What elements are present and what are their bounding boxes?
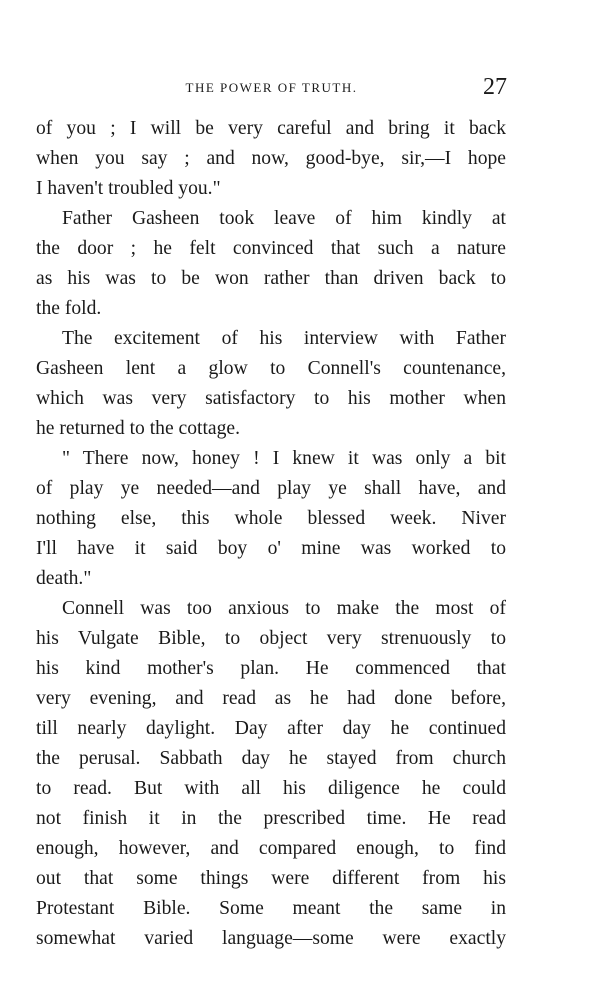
text-line: out that some things were different from his [36, 868, 506, 889]
text-line: not finish it in the prescribed time. He read [36, 808, 506, 829]
text-line: The excitement of his interview with Father [62, 328, 506, 349]
text-line: enough, however, and compared enough, to find [36, 838, 506, 859]
text-line: which was very satisfactory to his mother when [36, 388, 506, 409]
text-line: very evening, and read as he had done before, [36, 688, 506, 709]
text-line: Protestant Bible. Some meant the same in [36, 898, 506, 919]
text-line: I'll have it said boy o' mine was worked to [36, 538, 506, 559]
text-line: the fold. [36, 298, 102, 319]
text-line: till nearly daylight. Day after day he continued [36, 718, 506, 739]
text-line: Connell was too anxious to make the most of [62, 598, 506, 619]
text-line: when you say ; and now, good-bye, sir,—I hope [36, 148, 506, 169]
text-line: of you ; I will be very careful and bring it back [36, 118, 506, 139]
text-line: death." [36, 568, 92, 589]
running-head [36, 76, 507, 102]
text-line: nothing else, this whole blessed week. Niver [36, 508, 506, 529]
text-line: his Vulgate Bible, to object very strenuously to [36, 628, 506, 649]
text-line: his kind mother's plan. He commenced that [36, 658, 506, 679]
text-line: " There now, honey ! I knew it was only a bit [62, 448, 506, 469]
body-text [36, 114, 506, 954]
text-line: of play ye needed—and play ye shall have, and [36, 478, 506, 499]
text-line: to read. But with all his diligence he could [36, 778, 506, 799]
text-line: somewhat varied language—some were exactly [36, 928, 506, 949]
text-line: he returned to the cottage. [36, 418, 241, 439]
text-line: the perusal. Sabbath day he stayed from church [36, 748, 506, 769]
page-number: 27 [483, 74, 507, 100]
text-line: Father Gasheen took leave of him kindly at [62, 208, 506, 229]
running-title: THE POWER OF TRUTH. [185, 80, 358, 95]
text-line: Gasheen lent a glow to Connell's countenance, [36, 358, 506, 379]
text-line: the door ; he felt convinced that such a nature [36, 238, 506, 259]
text-line: I haven't troubled you." [36, 178, 221, 199]
text-line: as his was to be won rather than driven back to [36, 268, 506, 289]
